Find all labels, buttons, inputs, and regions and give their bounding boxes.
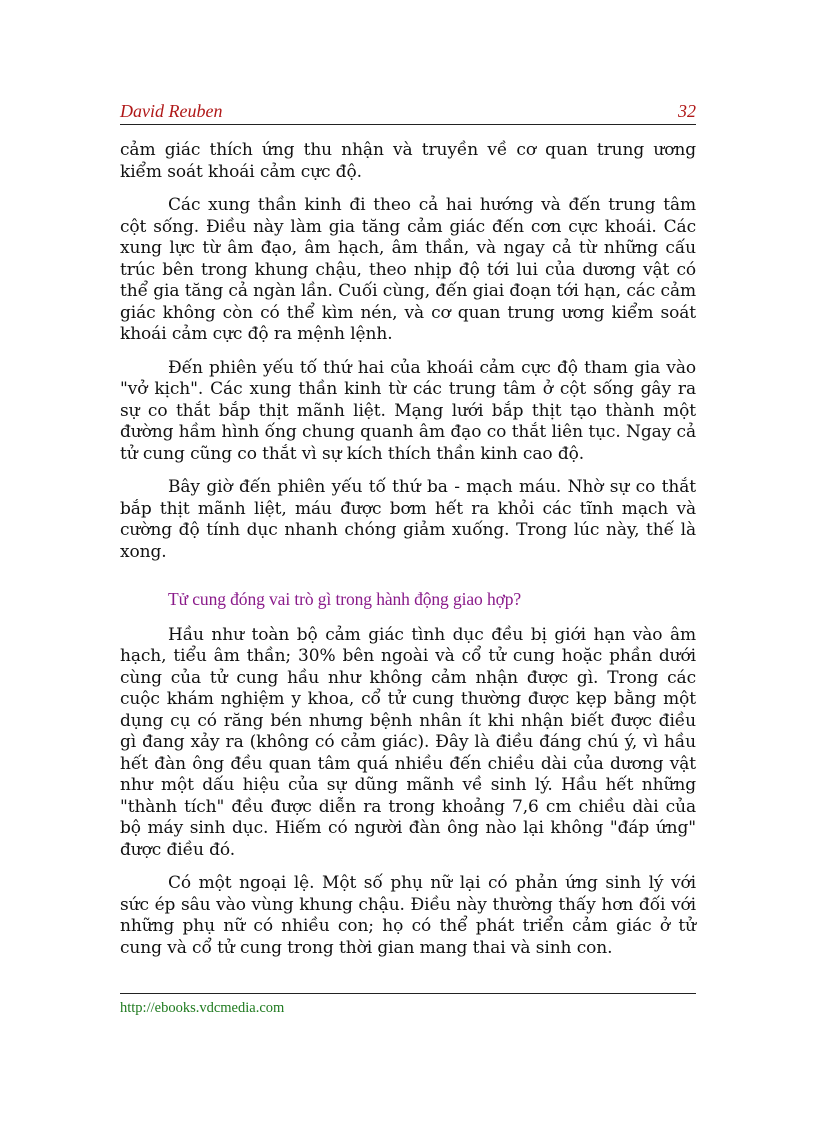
running-header bbox=[120, 98, 696, 125]
page-number: 32 bbox=[678, 101, 696, 121]
paragraph: Bây giờ đến phiên yếu tố thứ ba - mạch máu. Nhờ sự co thắt bắp thịt mãnh liệt, máu được bơm hết ra khỏi các tĩnh mạch và cường độ tính dục nhanh chóng giảm xuống. Trong lúc này, thế là xong. bbox=[120, 477, 696, 562]
page bbox=[120, 98, 696, 971]
paragraph: Có một ngoại lệ. Một số phụ nữ lại có phản ứng sinh lý với sức ép sâu vào vùng khung chậu. Điều này thường thấy hơn đối với những phụ nữ có nhiều con; họ có thể phát triển cảm giác ở tử cung và cổ tử cung trong thời gian mang thai và sinh con. bbox=[120, 873, 696, 958]
paragraph: Hầu như toàn bộ cảm giác tình dục đều bị giới hạn vào âm hạch, tiểu âm thần; 30% bên ngoài và cổ tử cung hoặc phần dưới cùng của tử cung hầu như không cảm nhận được gì. Trong các cuộc khám nghiệm y khoa, cổ tử cung thường được kẹp bằng một dụng cụ có răng bén nhưng bệnh nhân ít khi nhận biết được điều gì đang xảy ra (không có cảm giác). Đây là điều đáng chú ý, vì hầu hết đàn ông đều quan tâm quá nhiều đến chiều dài của dương vật như một dấu hiệu của sự dũng mãnh về sinh lý. Hầu hết những "thành tích" đều được diễn ra trong khoảng 7,6 cm chiều dài của bộ máy sinh dục. Hiếm có người đàn ông nào lại không "đáp ứng" được điều đó. bbox=[120, 624, 696, 860]
paragraph: Đến phiên yếu tố thứ hai của khoái cảm cực độ tham gia vào "vở kịch". Các xung thần kinh từ các trung tâm ở cột sống gây ra sự co thắt bắp thịt mãnh liệt. Mạng lưới bắp thịt tạo thành một đường hầm hình ống chung quanh âm đạo co thắt liên tục. Ngay cả tử cung cũng co thắt vì sự kích thích thần kinh cao độ. bbox=[120, 357, 696, 464]
page-footer bbox=[120, 993, 696, 1017]
paragraph: Các xung thần kinh đi theo cả hai hướng và đến trung tâm cột sống. Điều này làm gia tăng cảm giác đến cơn cực khoái. Các xung lực từ âm đạo, âm hạch, âm thần, và ngay cả từ những cấu trúc bên trong khung chậu, theo nhịp độ tới lui của dương vật có thể gia tăng cả ngàn lần. Cuối cùng, đến giai đoạn tới hạn, các cảm giác không còn có thể kìm nén, và cơ quan trung ương kiểm soát khoái cảm cực độ ra mệnh lệnh. bbox=[120, 195, 696, 344]
section-heading: Tử cung đóng vai trò gì trong hành động giao hợp? bbox=[168, 589, 522, 609]
body-text bbox=[120, 140, 696, 959]
header-author: David Reuben bbox=[120, 101, 223, 121]
footer-url: http://ebooks.vdcmedia.com bbox=[120, 1000, 285, 1016]
paragraph-continued: cảm giác thích ứng thu nhận và truyền về cơ quan trung ương kiểm soát khoái cảm cực độ. bbox=[120, 140, 696, 182]
